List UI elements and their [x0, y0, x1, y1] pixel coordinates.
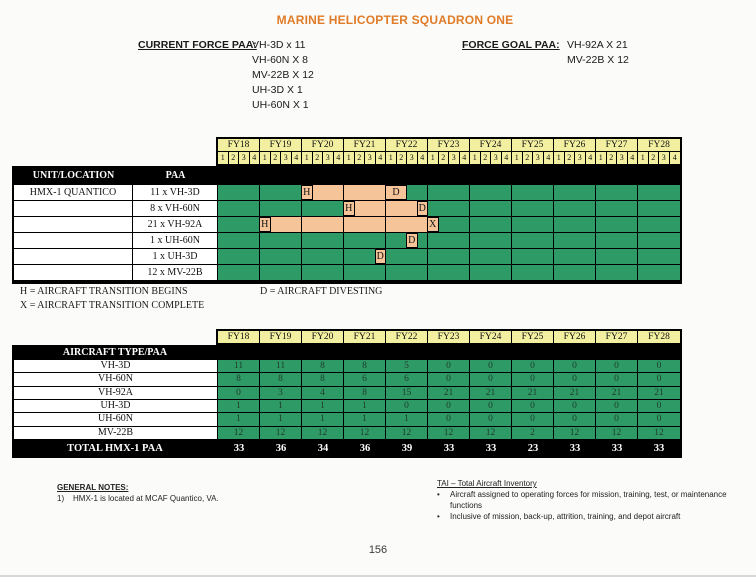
paa-value-cell: 1	[218, 413, 260, 426]
fiscal-year-row	[218, 331, 680, 343]
paa-value-cell: 12	[218, 427, 260, 440]
quarter-cell: 4	[334, 152, 345, 164]
paa-value-cell: 0	[512, 413, 554, 426]
paa-value-cell: 0	[596, 413, 638, 426]
quarter-row	[218, 152, 680, 164]
total-value-cell: 36	[275, 443, 287, 454]
quarter-cell: 4	[250, 152, 261, 164]
transition-peach-span	[344, 201, 428, 216]
total-value-cell: 33	[569, 443, 581, 454]
fy-gridline	[511, 249, 512, 264]
fy-label: FY23	[428, 331, 470, 343]
paa-value-cell: 1	[344, 400, 386, 413]
paa-value-cell: 21	[428, 387, 470, 400]
paa-value-cell: 0	[554, 373, 596, 386]
paa-row	[14, 427, 680, 440]
fy-gridline	[259, 201, 260, 216]
marker-d-cell: D	[406, 233, 418, 248]
timeline-cell	[218, 217, 680, 233]
unit-cell	[14, 217, 133, 233]
quarter-cell: 1	[260, 152, 271, 164]
fy-gridline	[595, 265, 596, 280]
fy-label: FY27	[596, 139, 638, 151]
page-title: MARINE HELICOPTER SQUADRON ONE	[276, 13, 514, 27]
fy-gridline	[553, 185, 554, 200]
marker-d-cell: D	[417, 201, 429, 216]
fy-gridline	[637, 249, 638, 264]
paa-value-cell: 0	[428, 413, 470, 426]
transition-table-body	[12, 185, 682, 284]
fy-gridline	[427, 233, 428, 248]
page-edge-background	[0, 577, 756, 583]
paa-value-cell: 8	[260, 373, 302, 386]
paa-value-cell: 12	[596, 427, 638, 440]
paa-value-cell: 0	[638, 400, 680, 413]
fy-label: FY28	[638, 331, 680, 343]
paa-table-total-row	[12, 440, 682, 458]
quarter-cell: 4	[418, 152, 429, 164]
fy-label: FY20	[302, 331, 344, 343]
fy-gridline	[553, 201, 554, 216]
paa-value-cell: 8	[344, 360, 386, 373]
paa-value-cell: 12	[260, 427, 302, 440]
fy-gridline	[595, 201, 596, 216]
quarter-cell: 4	[670, 152, 681, 164]
fy-gridline	[553, 265, 554, 280]
paa-value-cell: 1	[260, 400, 302, 413]
fy-gridline	[343, 185, 344, 200]
quarter-cell: 1	[428, 152, 439, 164]
quarter-cell: 3	[575, 152, 586, 164]
paa-value-cell: 5	[386, 360, 428, 373]
aircraft-type-cell: UH-60N	[14, 413, 218, 426]
fy-gridline	[301, 233, 302, 248]
bullet-icon: •	[437, 490, 440, 499]
marker-x-cell: X	[427, 217, 439, 232]
timeline-cell	[218, 201, 680, 217]
fy-label: FY22	[386, 139, 428, 151]
marker-d-cell: D	[385, 185, 407, 200]
current-force-paa-list	[252, 38, 314, 113]
total-value-cell: 33	[653, 443, 665, 454]
paa-value-cell: 0	[512, 373, 554, 386]
force-goal-paa-list	[567, 38, 629, 68]
fy-gridline	[427, 265, 428, 280]
fy-gridline	[595, 217, 596, 232]
paa-value-cell: 8	[302, 360, 344, 373]
paa-cell: 8 x VH-60N	[133, 201, 218, 217]
transition-peach-span	[260, 217, 439, 232]
quarter-cell: 3	[617, 152, 628, 164]
fy-label: FY19	[260, 139, 302, 151]
fy-gridline	[511, 185, 512, 200]
fy-gridline	[511, 217, 512, 232]
fy-gridline	[595, 233, 596, 248]
fy-gridline	[427, 185, 428, 200]
tai-bullet-text: Aircraft assigned to operating forces for mission, training, test, or maintenance functions	[450, 490, 727, 510]
legend-h: H = AIRCRAFT TRANSITION BEGINS	[20, 286, 188, 297]
fy-gridline	[259, 233, 260, 248]
quarter-cell: 3	[491, 152, 502, 164]
unit-cell	[14, 201, 133, 217]
paa-value-cell: 6	[344, 373, 386, 386]
quarter-cell: 4	[460, 152, 471, 164]
fy-label: FY18	[218, 139, 260, 151]
fy-label: FY24	[470, 331, 512, 343]
paa-value-cell: 0	[596, 400, 638, 413]
quarter-cell: 1	[302, 152, 313, 164]
paa-value-cell: 12	[344, 427, 386, 440]
paa-value-cell: 0	[638, 413, 680, 426]
fy-gridline	[637, 185, 638, 200]
paa-value-cell: 0	[428, 360, 470, 373]
paa-row	[14, 400, 680, 413]
timeline-cell	[218, 265, 680, 281]
transition-row	[14, 233, 680, 249]
marker-h-cell: H	[259, 217, 271, 232]
paa-table-header-band	[12, 345, 682, 360]
tai-bullet	[437, 512, 743, 523]
unit-cell: HMX-1 QUANTICO	[14, 185, 133, 201]
quarter-cell: 2	[229, 152, 240, 164]
page-number: 156	[368, 544, 388, 556]
total-values	[218, 440, 680, 458]
fy-gridline	[301, 249, 302, 264]
paa-value-cell: 0	[428, 373, 470, 386]
paa-value-cell: 0	[386, 400, 428, 413]
quarter-cell: 3	[365, 152, 376, 164]
paa-value-cell: 21	[512, 387, 554, 400]
paa-value-cell: 0	[512, 360, 554, 373]
paa-value-cell: 12	[302, 427, 344, 440]
aircraft-type-paa-header: AIRCRAFT TYPE/PAA	[62, 347, 168, 358]
tai-title: TAI – Total Aircraft Inventory	[437, 479, 537, 488]
quarter-cell: 3	[323, 152, 334, 164]
paa-row	[14, 360, 680, 373]
paa-value-cell: 8	[344, 387, 386, 400]
general-notes-title: GENERAL NOTES:	[57, 483, 129, 492]
paa-value-cell: 0	[218, 387, 260, 400]
paa-value-cell: 6	[386, 373, 428, 386]
fy-gridline	[385, 233, 386, 248]
paa-value-cell: 15	[386, 387, 428, 400]
paa-row	[14, 387, 680, 400]
quarter-cell: 3	[659, 152, 670, 164]
paa-value-cell: 0	[638, 373, 680, 386]
paa-cell: 21 x VH-92A	[133, 217, 218, 233]
transition-row	[14, 249, 680, 265]
fy-gridline	[595, 185, 596, 200]
bullet-icon: •	[437, 512, 440, 521]
paa-value-cell: 1	[260, 413, 302, 426]
force-item: VH-60N X 8	[252, 54, 309, 66]
fy-label: FY21	[344, 139, 386, 151]
total-label: TOTAL HMX-1 PAA	[67, 443, 163, 454]
paa-value-cell: 12	[386, 427, 428, 440]
aircraft-type-cell: MV-22B	[14, 427, 218, 440]
current-force-paa-label: CURRENT FORCE PAA:	[138, 39, 257, 51]
fy-label: FY28	[638, 139, 680, 151]
paa-cell: 12 x MV-22B	[133, 265, 218, 281]
fy-gridline	[637, 265, 638, 280]
paa-value-cell: 0	[554, 360, 596, 373]
total-value-cell: 36	[359, 443, 371, 454]
total-value-cell: 33	[485, 443, 497, 454]
quarter-cell: 4	[544, 152, 555, 164]
legend-x: X = AIRCRAFT TRANSITION COMPLETE	[20, 300, 205, 311]
quarter-cell: 3	[533, 152, 544, 164]
fy-gridline	[469, 201, 470, 216]
paa-value-cell: 0	[512, 400, 554, 413]
paa-value-cell: 21	[638, 387, 680, 400]
paa-value-cell: 8	[302, 373, 344, 386]
unit-cell	[14, 249, 133, 265]
paa-cell: 1 x UH-60N	[133, 233, 218, 249]
tai-bullet	[437, 490, 743, 511]
fy-gridline	[259, 185, 260, 200]
transition-table-year-header	[216, 137, 682, 166]
fy-gridline	[343, 233, 344, 248]
unit-cell	[14, 233, 133, 249]
quarter-cell: 4	[628, 152, 639, 164]
paa-value-cell: 12	[638, 427, 680, 440]
fy-label: FY23	[428, 139, 470, 151]
paa-value-cell: 1	[344, 413, 386, 426]
fy-gridline	[343, 249, 344, 264]
paa-table-body	[12, 360, 682, 440]
quarter-cell: 4	[502, 152, 513, 164]
fy-label: FY26	[554, 331, 596, 343]
tai-note-block	[437, 479, 743, 523]
paa-header: PAA	[165, 170, 186, 181]
timeline-cell	[218, 233, 680, 249]
fy-gridline	[469, 185, 470, 200]
unit-cell	[14, 265, 133, 281]
paa-value-cell: 0	[470, 400, 512, 413]
quarter-cell: 4	[586, 152, 597, 164]
quarter-cell: 2	[271, 152, 282, 164]
paa-value-cell: 8	[218, 373, 260, 386]
fy-gridline	[385, 217, 386, 232]
quarter-cell: 2	[397, 152, 408, 164]
fy-label: FY25	[512, 139, 554, 151]
total-value-cell: 33	[611, 443, 623, 454]
fy-gridline	[511, 265, 512, 280]
paa-cell: 1 x UH-3D	[133, 249, 218, 265]
transition-row	[14, 265, 680, 281]
fy-label: FY26	[554, 139, 596, 151]
fy-label: FY18	[218, 331, 260, 343]
fy-gridline	[427, 249, 428, 264]
paa-value-cell: 1	[386, 413, 428, 426]
fy-gridline	[343, 217, 344, 232]
quarter-cell: 1	[512, 152, 523, 164]
paa-value-cell: 12	[428, 427, 470, 440]
quarter-cell: 4	[376, 152, 387, 164]
quarter-cell: 1	[218, 152, 229, 164]
total-value-cell: 33	[443, 443, 455, 454]
fy-gridline	[259, 249, 260, 264]
fy-gridline	[637, 217, 638, 232]
legend-d: D = AIRCRAFT DIVESTING	[260, 286, 383, 297]
paa-value-cell: 1	[218, 400, 260, 413]
quarter-cell: 2	[607, 152, 618, 164]
paa-value-cell: 21	[554, 387, 596, 400]
timeline-cell	[218, 249, 680, 265]
aircraft-type-cell: VH-92A	[14, 387, 218, 400]
fy-gridline	[259, 265, 260, 280]
quarter-cell: 1	[344, 152, 355, 164]
paa-value-cell: 0	[470, 413, 512, 426]
fy-label: FY21	[344, 331, 386, 343]
fy-gridline	[469, 217, 470, 232]
fy-gridline	[343, 265, 344, 280]
fy-gridline	[553, 233, 554, 248]
quarter-cell: 2	[355, 152, 366, 164]
total-value-cell: 34	[317, 443, 329, 454]
tai-bullet-list	[437, 490, 743, 523]
force-item: MV-22B X 12	[252, 69, 314, 81]
paa-value-cell: 0	[596, 373, 638, 386]
quarter-cell: 3	[281, 152, 292, 164]
total-value-cell: 39	[401, 443, 413, 454]
force-item: UH-60N X 1	[252, 99, 309, 111]
aircraft-type-cell: VH-3D	[14, 360, 218, 373]
quarter-cell: 3	[407, 152, 418, 164]
paa-value-cell: 12	[554, 427, 596, 440]
paa-value-cell: 2	[512, 427, 554, 440]
transition-row	[14, 217, 680, 233]
fy-gridline	[511, 233, 512, 248]
unit-location-header: UNIT/LOCATION	[32, 170, 115, 181]
fy-gridline	[469, 265, 470, 280]
quarter-cell: 2	[649, 152, 660, 164]
fy-gridline	[469, 233, 470, 248]
fy-gridline	[301, 201, 302, 216]
force-goal-paa-label: FORCE GOAL PAA:	[462, 39, 560, 51]
total-value-cell: 23	[527, 443, 539, 454]
fy-gridline	[595, 249, 596, 264]
marker-h-cell: H	[343, 201, 355, 216]
paa-value-cell: 11	[260, 360, 302, 373]
transition-row	[14, 185, 680, 201]
paa-cell: 11 x VH-3D	[133, 185, 218, 201]
quarter-cell: 3	[449, 152, 460, 164]
paa-value-cell: 21	[596, 387, 638, 400]
quarter-cell: 1	[596, 152, 607, 164]
quarter-cell: 1	[386, 152, 397, 164]
fy-gridline	[637, 201, 638, 216]
fy-gridline	[553, 249, 554, 264]
aircraft-type-cell: VH-60N	[14, 373, 218, 386]
quarter-cell: 1	[470, 152, 481, 164]
quarter-cell: 2	[439, 152, 450, 164]
force-item: MV-22B X 12	[567, 54, 629, 66]
fy-label: FY25	[512, 331, 554, 343]
fy-gridline	[637, 233, 638, 248]
quarter-cell: 1	[638, 152, 649, 164]
quarter-cell: 2	[523, 152, 534, 164]
quarter-cell: 2	[565, 152, 576, 164]
paa-value-cell: 3	[260, 387, 302, 400]
paa-value-cell: 12	[470, 427, 512, 440]
quarter-cell: 3	[239, 152, 250, 164]
paa-value-cell: 0	[554, 413, 596, 426]
fy-label: FY24	[470, 139, 512, 151]
fy-label: FY22	[386, 331, 428, 343]
fy-gridline	[385, 265, 386, 280]
force-item: VH-3D x 11	[252, 39, 306, 51]
paa-value-cell: 0	[428, 400, 470, 413]
fy-label: FY27	[596, 331, 638, 343]
paa-value-cell: 0	[470, 373, 512, 386]
fy-gridline	[469, 249, 470, 264]
paa-value-cell: 0	[638, 360, 680, 373]
quarter-cell: 4	[292, 152, 303, 164]
timeline-cell	[218, 185, 680, 201]
paa-value-cell: 0	[596, 360, 638, 373]
marker-d-cell: D	[375, 249, 387, 264]
paa-value-cell: 11	[218, 360, 260, 373]
paa-value-cell: 1	[302, 400, 344, 413]
total-value-cell: 33	[233, 443, 245, 454]
fy-gridline	[553, 217, 554, 232]
quarter-cell: 2	[313, 152, 324, 164]
fy-gridline	[301, 217, 302, 232]
paa-value-cell: 0	[470, 360, 512, 373]
fiscal-year-row	[218, 139, 680, 152]
quarter-cell: 2	[481, 152, 492, 164]
force-item: VH-92A X 21	[567, 39, 628, 51]
fy-label: FY20	[302, 139, 344, 151]
transition-row	[14, 201, 680, 217]
paa-table-year-header	[216, 329, 682, 345]
general-note-item: 1) HMX-1 is located at MCAF Quantico, VA.	[57, 494, 219, 503]
transition-table-header-band	[12, 166, 682, 185]
marker-h-cell: H	[301, 185, 313, 200]
paa-value-cell: 1	[302, 413, 344, 426]
fy-gridline	[301, 265, 302, 280]
fy-label: FY19	[260, 331, 302, 343]
paa-row	[14, 413, 680, 426]
force-item: UH-3D X 1	[252, 84, 303, 96]
fy-gridline	[385, 201, 386, 216]
quarter-cell: 1	[554, 152, 565, 164]
paa-value-cell: 0	[554, 400, 596, 413]
paa-value-cell: 21	[470, 387, 512, 400]
paa-row	[14, 373, 680, 386]
fy-gridline	[511, 201, 512, 216]
paa-value-cell: 4	[302, 387, 344, 400]
aircraft-type-cell: UH-3D	[14, 400, 218, 413]
tai-bullet-text: Inclusive of mission, back-up, attrition, training, and depot aircraft	[450, 512, 681, 521]
